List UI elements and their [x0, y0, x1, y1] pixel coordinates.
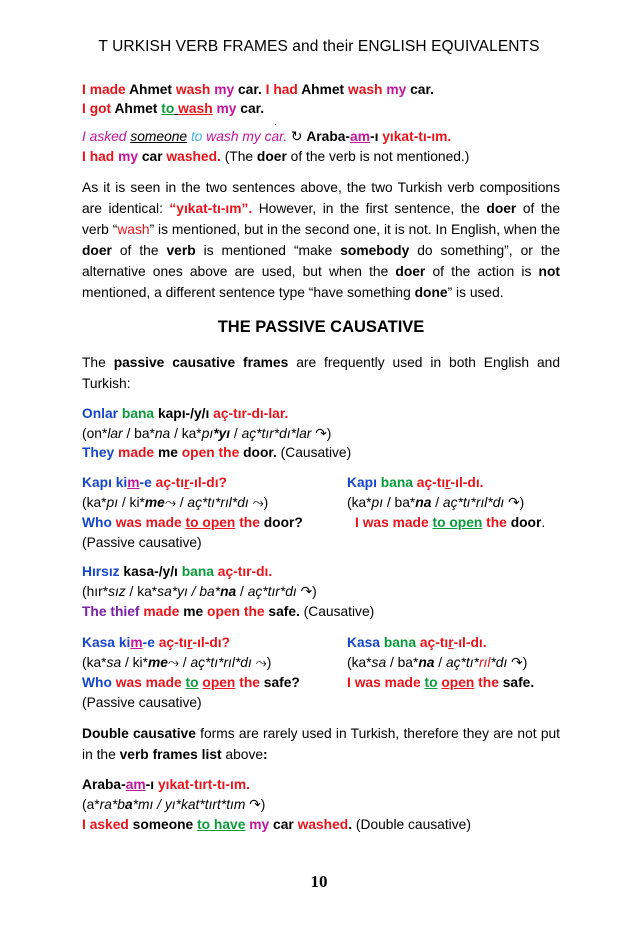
ex4-left-english: Who was made to open the safe?: [82, 675, 300, 690]
ex2-left-english: Who was made to open the door?: [82, 515, 303, 530]
ex5-turkish: Araba-am-ı yıkat-tırt-tı-ım.: [82, 777, 250, 792]
intro-line-2: I got Ahmet to wash my car.: [82, 101, 265, 116]
stray-dot: .: [274, 117, 277, 128]
ex2-right-pronunciation: (ka*pı / ba*na / aç*tı*rıl*dı ↷): [347, 495, 525, 510]
page-header: T URKISH VERB FRAMES and their ENGLISH EQUIVALENTS: [98, 38, 540, 55]
explanation-paragraph: As it is seen in the two sentences above, the two Turkish verb compositions are identical: “yıkat-tı-ım”. However, in the first sentence, the doer of the verb “wash” is mentioned, but in the second one, it is not. In English, when the doer of the verb is mentioned “make somebody do something”, or the alternative ones above are used, but when the doer of the action is not mentioned, a different sentence type “have something done” is used.: [82, 180, 561, 300]
ex1-english: They made me open the door. (Causative): [82, 445, 352, 460]
ex4-right-pronunciation: (ka*sa / ba*na / aç*tı*rıl*dı ↷): [347, 655, 528, 670]
double-causative-paragraph: Double causative forms are rarely used in Turkish, therefore they are not put in the verb frames list above:: [82, 726, 561, 762]
ex3-turkish: Hırsız kasa-/y/ı bana aç-tır-dı.: [82, 564, 273, 579]
ex4-left-pronunciation: (ka*sa / ki*me⤳ / aç*tı*rıl*dı ⤳): [82, 655, 272, 670]
ex1-pronunciation: (on*lar / ba*na / ka*pı*yı / aç*tır*dı*lar ↷): [82, 426, 332, 441]
ex2-left-pronunciation: (ka*pı / ki*me⤳ / aç*tı*rıl*dı ⤳): [82, 495, 269, 510]
ex3-pronunciation: (hır*sız / ka*sa*yı / ba*na / aç*tır*dı ↷): [82, 584, 317, 599]
intro-line-3: I asked someone to wash my car. ↻ Araba-am-ı yıkat-tı-ım.: [82, 129, 452, 144]
ex2-right-turkish: Kapı bana aç-tır-ıl-dı.: [347, 475, 484, 490]
ex5-pronunciation: (a*ra*ba*mı / yı*kat*tırt*tım ↷): [82, 797, 266, 812]
ex2-left-note: (Passive causative): [82, 535, 202, 550]
section-description: The passive causative frames are frequently used in both English and Turkish:: [82, 355, 560, 391]
ex2-left-turkish: Kapı kim-e aç-tır-ıl-dı?: [82, 475, 227, 490]
intro-line-1: I made Ahmet wash my car. I had Ahmet wash my car.: [82, 82, 434, 97]
cycle-icon: ↻: [290, 129, 303, 144]
ex4-left-note: (Passive causative): [82, 695, 202, 710]
ex5-english: I asked someone to have my car washed. (Double causative): [82, 817, 471, 832]
page-number: 10: [310, 872, 328, 891]
ex4-right-english: I was made to open the safe.: [347, 675, 535, 690]
section-heading: THE PASSIVE CAUSATIVE: [217, 318, 425, 336]
ex4-left-turkish: Kasa kim-e aç-tır-ıl-dı?: [82, 635, 231, 650]
intro-line-4: I had my car washed. (The doer of the verb is not mentioned.): [82, 149, 470, 164]
ex3-english: The thief made me open the safe. (Causative): [82, 604, 375, 619]
ex1-turkish: Onlar bana kapı-/y/ı aç-tır-dı-lar.: [82, 406, 289, 421]
ex4-right-turkish: Kasa bana aç-tır-ıl-dı.: [347, 635, 487, 650]
ex2-right-english: I was made to open the door.: [355, 515, 546, 530]
